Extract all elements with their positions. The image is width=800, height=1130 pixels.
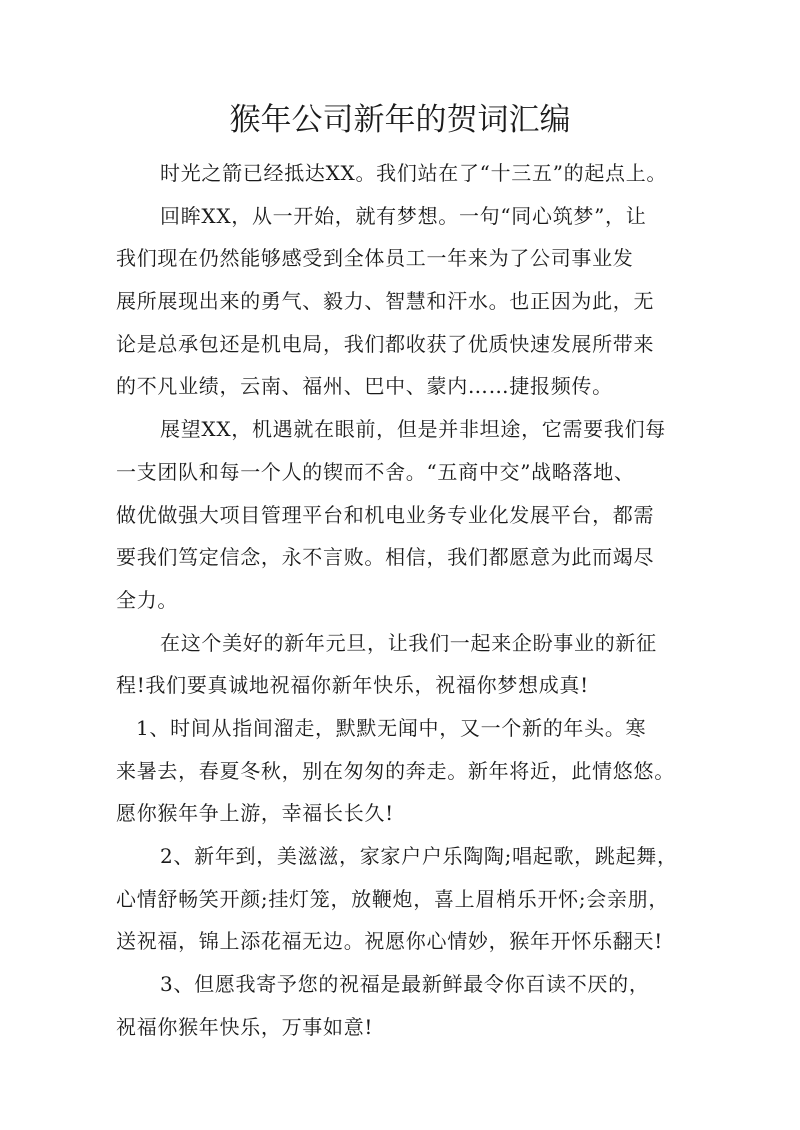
paragraph-line: 一支团队和每一个人的锲而不舍。“五商中交”战略落地、 (116, 459, 635, 484)
paragraph-line: 展所展现出来的勇气、毅力、智慧和汗水。也正因为此，无 (116, 289, 655, 314)
paragraph-line: 的不凡业绩，云南、福州、巴中、蒙内……捷报频传。 (116, 374, 613, 399)
paragraph-line: 1、时间从指间溜走，默默无闻中，又一个新的年头。寒 (136, 715, 647, 740)
document-title: 猴年公司新年的贺词汇编 (229, 102, 571, 138)
paragraph-line: 在这个美好的新年元旦，让我们一起来企盼事业的新征 (160, 630, 657, 655)
paragraph-line: 时光之箭已经抵达XX。我们站在了“十三五”的起点上。 (160, 161, 668, 185)
paragraph-line: 论是总承包还是机电局，我们都收获了优质快速发展所带来 (116, 331, 655, 356)
paragraph-line: 全力。 (116, 587, 179, 612)
paragraph-line: 送祝福，锦上添花福无边。祝愿你心情妙，猴年开怀乐翻天! (116, 929, 663, 954)
paragraph-line: 做优做强大项目管理平台和机电业务专业化发展平台，都需 (116, 502, 655, 527)
paragraph-line: 3、但愿我寄予您的祝福是最新鲜最令你百读不厌的， (160, 972, 650, 997)
paragraph-line: 来暑去，春夏冬秋，别在匆匆的奔走。新年将近，此情悠悠。 (116, 758, 675, 783)
paragraph-line: 我们现在仍然能够感受到全体员工一年来为了公司事业发 (116, 246, 634, 271)
paragraph-line: 程!我们要真诚地祝福你新年快乐，祝福你梦想成真! (116, 673, 589, 698)
paragraph-line: 要我们笃定信念，永不言败。相信，我们都愿意为此而竭尽 (116, 545, 655, 570)
paragraph-line: 2、新年到，美滋滋，家家户户乐陶陶;唱起歌，跳起舞， (160, 844, 678, 868)
paragraph-line: 愿你猴年争上游，幸福长长久! (116, 801, 394, 826)
paragraph-line: 回眸XX，从一开始，就有梦想。一句“同心筑梦”，让 (160, 203, 647, 228)
paragraph-line: 展望XX，机遇就在眼前，但是并非坦途，它需要我们每 (160, 417, 666, 442)
document-body (116, 152, 686, 1048)
paragraph-line: 祝福你猴年快乐，万事如意! (116, 1014, 374, 1039)
paragraph-line: 心情舒畅笑开颜;挂灯笼，放鞭炮，喜上眉梢乐开怀;会亲朋， (116, 886, 670, 911)
